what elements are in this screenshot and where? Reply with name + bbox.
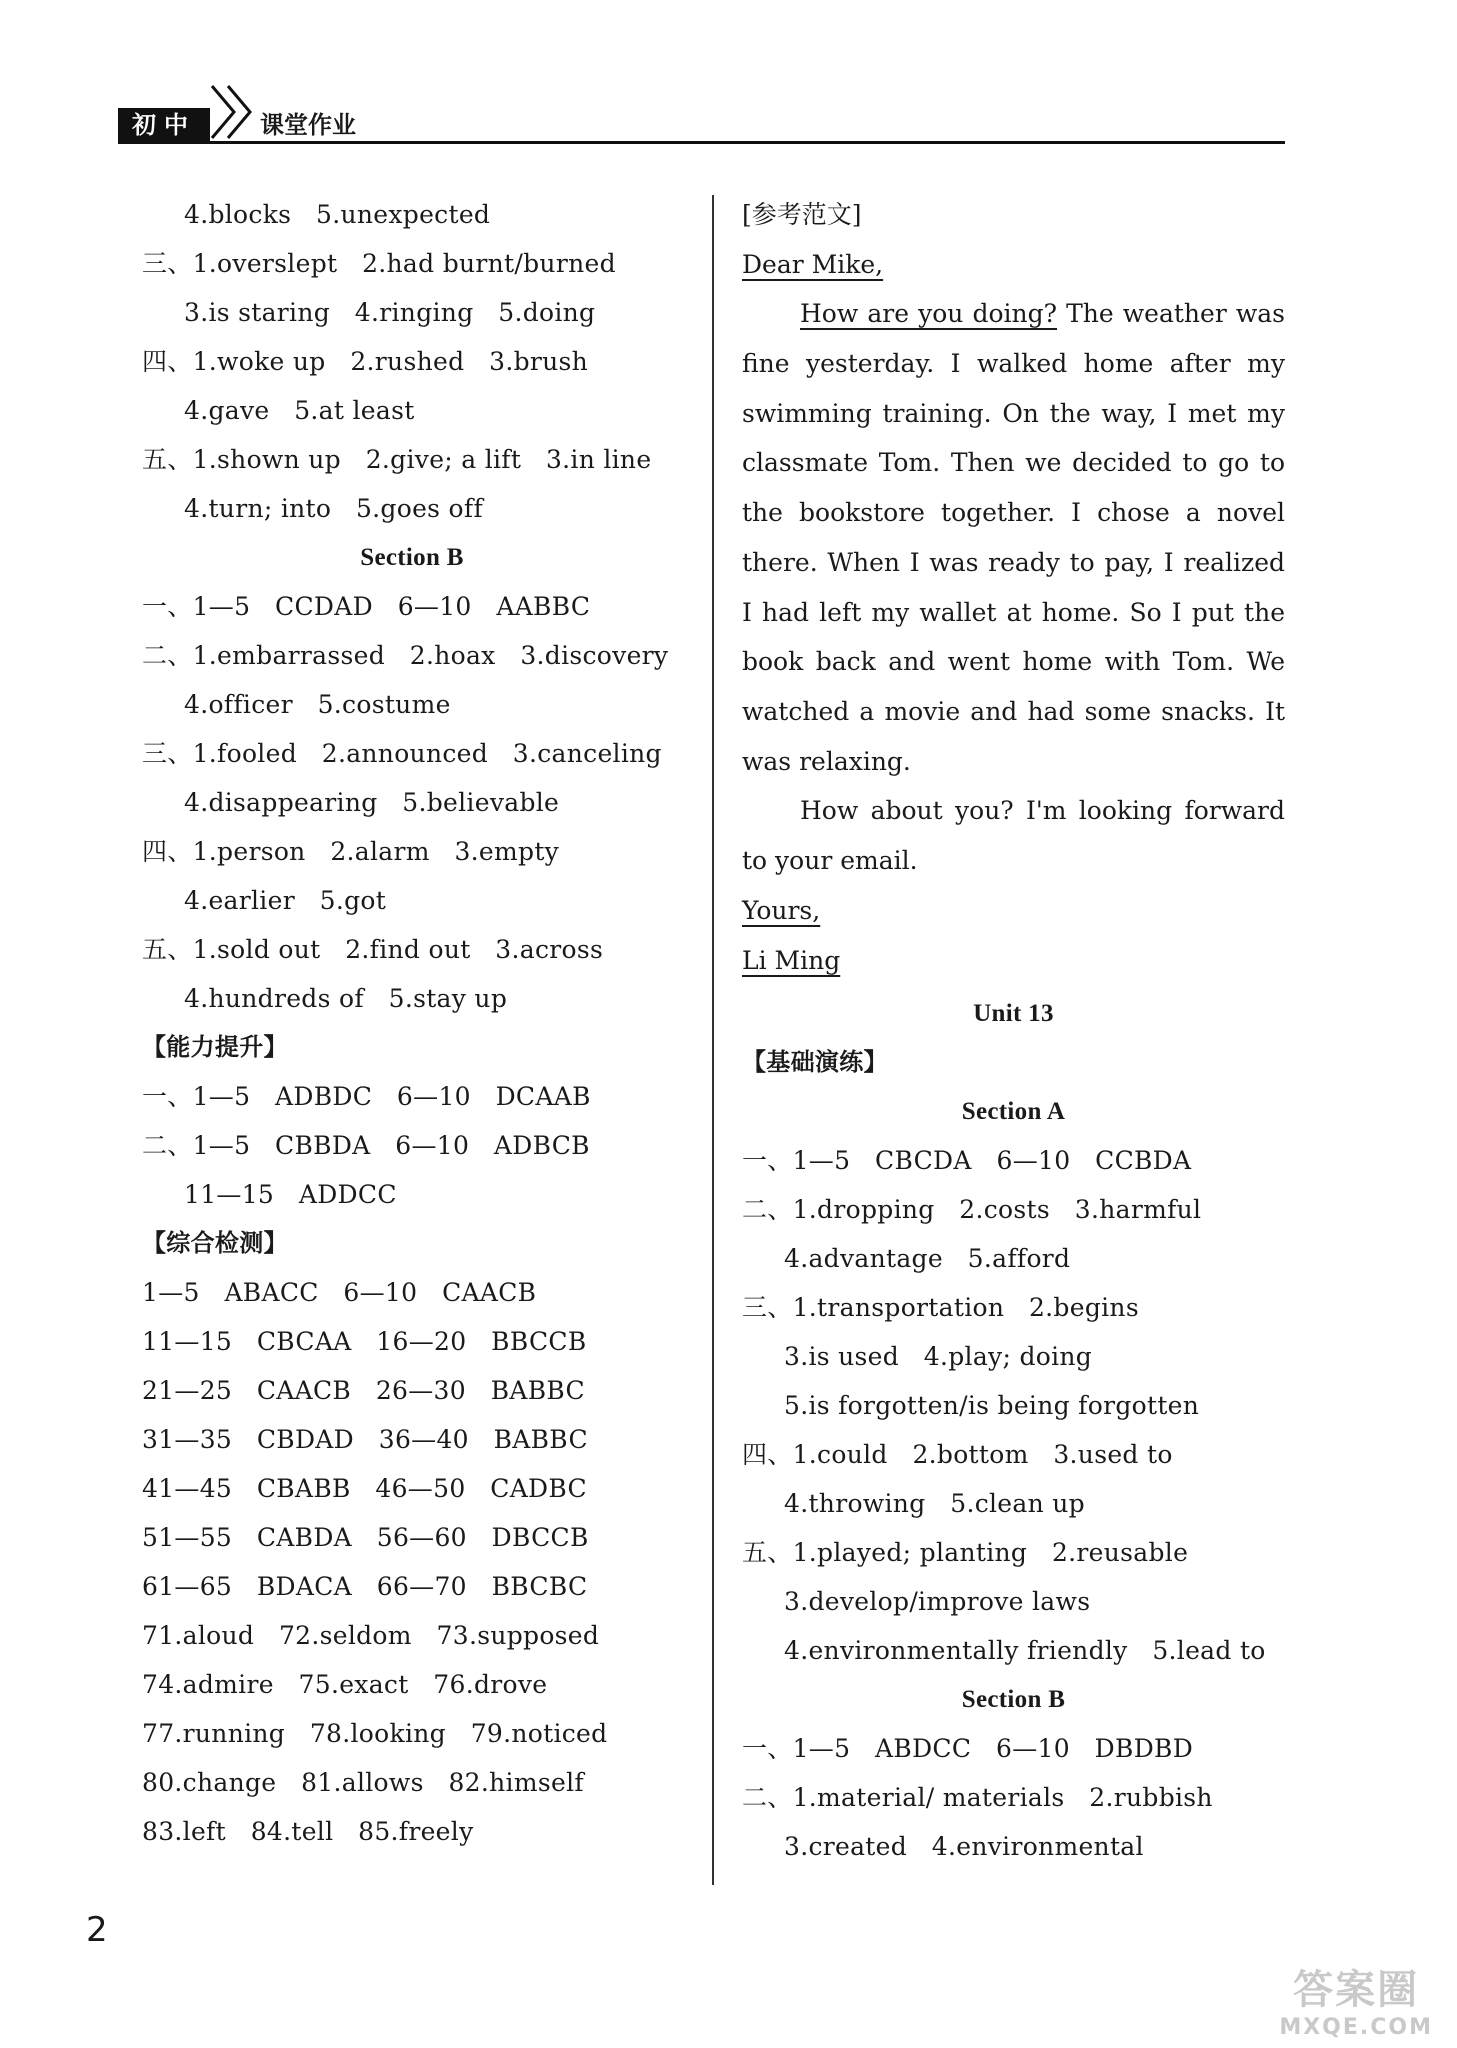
essay-line: was relaxing. bbox=[742, 746, 911, 776]
answer-line: 80.change 81.allows 82.himself bbox=[142, 1768, 584, 1797]
answer-line: 二、1.material/ materials 2.rubbish bbox=[742, 1783, 1213, 1813]
essay-line: fine yesterday. I walked home after my bbox=[742, 349, 1285, 379]
column-divider bbox=[712, 195, 714, 1885]
right-column bbox=[742, 190, 1285, 1871]
essay-greeting: Dear Mike, bbox=[742, 249, 884, 279]
answer-line: 51—55 CABDA 56—60 DBCCB bbox=[142, 1523, 589, 1552]
essay-line: I had left my wallet at home. So I put the bbox=[742, 597, 1285, 627]
answer-line: 71.aloud 72.seldom 73.supposed bbox=[142, 1621, 600, 1650]
essay-line: the bookstore together. I chose a novel bbox=[742, 498, 1285, 528]
essay-signature: Li Ming bbox=[742, 945, 841, 975]
essay-label: [参考范文] bbox=[742, 200, 862, 229]
answer-line: 11—15 ADDCC bbox=[184, 1180, 397, 1209]
answer-line: 4.throwing 5.clean up bbox=[784, 1489, 1085, 1519]
answer-line: 4.environmentally friendly 5.lead to bbox=[784, 1636, 1266, 1666]
answer-line: 4.disappearing 5.believable bbox=[184, 788, 560, 817]
section-heading: Section B bbox=[961, 1686, 1066, 1714]
essay-body bbox=[742, 289, 1285, 885]
book-title: 课堂作业 bbox=[260, 111, 356, 139]
answer-line: 31—35 CBDAD 36—40 BABBC bbox=[142, 1425, 588, 1454]
essay-line: book back and went home with Tom. We bbox=[742, 647, 1285, 677]
answer-line: 4.advantage 5.afford bbox=[784, 1244, 1071, 1274]
answer-line: 41—45 CBABB 46—50 CADBC bbox=[142, 1474, 587, 1503]
answer-line: 3.is staring 4.ringing 5.doing bbox=[184, 298, 596, 327]
watermark bbox=[1279, 1958, 1433, 2040]
answer-line: 四、1.woke up 2.rushed 3.brush bbox=[142, 347, 589, 376]
essay-line: classmate Tom. Then we decided to go to bbox=[742, 448, 1285, 478]
answer-line: 4.earlier 5.got bbox=[184, 886, 387, 915]
answer-line: 一、1—5 CCDAD 6—10 AABBC bbox=[142, 592, 591, 621]
answer-line: 一、1—5 CBCDA 6—10 CCBDA bbox=[742, 1146, 1192, 1176]
answer-line: 61—65 BDACA 66—70 BBCBC bbox=[142, 1572, 588, 1601]
chevron-icon bbox=[206, 78, 262, 142]
answer-line: 一、1—5 ABDCC 6—10 DBDBD bbox=[742, 1734, 1194, 1764]
essay-closing: Yours, bbox=[742, 895, 821, 925]
answer-line: 1—5 ABACC 6—10 CAACB bbox=[142, 1278, 537, 1307]
answer-line: 五、1.sold out 2.find out 3.across bbox=[142, 935, 604, 964]
watermark-title: 答案圈 bbox=[1293, 1967, 1420, 2013]
section-heading: Unit 13 bbox=[973, 1000, 1054, 1028]
page-number: 2 bbox=[86, 1910, 108, 1950]
answer-line: 一、1—5 ADBDC 6—10 DCAAB bbox=[142, 1082, 591, 1111]
essay-line: to your email. bbox=[742, 846, 918, 876]
essay-line: watched a movie and had some snacks. It bbox=[742, 697, 1285, 726]
answer-line: 三、1.overslept 2.had burnt/burned bbox=[142, 249, 616, 278]
answer-line: 77.running 78.looking 79.noticed bbox=[142, 1719, 608, 1748]
answer-line: 4.blocks 5.unexpected bbox=[184, 200, 491, 229]
answer-line: 3.develop/improve laws bbox=[784, 1587, 1091, 1617]
essay-line: there. When I was ready to pay, I realized bbox=[742, 547, 1285, 577]
answer-line: 5.is forgotten/is being forgotten bbox=[784, 1391, 1200, 1421]
essay-line: How about you? I'm looking forward bbox=[800, 796, 1285, 826]
header-rule bbox=[118, 141, 1285, 144]
answer-line: 3.is used 4.play; doing bbox=[784, 1342, 1093, 1372]
answer-line: 四、1.could 2.bottom 3.used to bbox=[742, 1440, 1173, 1470]
answer-line: 21—25 CAACB 26—30 BABBC bbox=[142, 1376, 585, 1405]
section-heading: Section B bbox=[360, 544, 464, 571]
section-heading: Section A bbox=[961, 1098, 1066, 1126]
essay-text: The weather was bbox=[1057, 299, 1285, 329]
answer-line: 五、1.played; planting 2.reusable bbox=[742, 1538, 1189, 1568]
watermark-url: MXQE.COM bbox=[1279, 2015, 1433, 2040]
part-heading: 【能力提升】 bbox=[142, 1033, 288, 1061]
answer-line: 四、1.person 2.alarm 3.empty bbox=[142, 837, 560, 866]
answer-line: 4.gave 5.at least bbox=[184, 396, 415, 425]
answer-line: 二、1.dropping 2.costs 3.harmful bbox=[742, 1195, 1202, 1225]
answer-line: 83.left 84.tell 85.freely bbox=[142, 1817, 474, 1846]
answer-line: 二、1.embarrassed 2.hoax 3.discovery bbox=[142, 641, 669, 670]
answer-line: 三、1.transportation 2.begins bbox=[742, 1293, 1139, 1323]
essay-line: swimming training. On the way, I met my bbox=[742, 398, 1285, 428]
answer-line: 二、1—5 CBBDA 6—10 ADBCB bbox=[142, 1131, 590, 1160]
essay-opening-underlined: How are you doing? bbox=[800, 299, 1058, 329]
essay-line bbox=[742, 289, 1285, 339]
answer-line: 3.created 4.environmental bbox=[784, 1832, 1144, 1862]
answer-line: 4.turn; into 5.goes off bbox=[184, 494, 483, 523]
answer-line: 74.admire 75.exact 76.drove bbox=[142, 1670, 548, 1699]
answer-line: 4.officer 5.costume bbox=[184, 690, 451, 719]
part-heading: 【综合检测】 bbox=[142, 1229, 288, 1257]
page-header bbox=[118, 78, 1285, 144]
grade-badge: 初中 bbox=[118, 108, 210, 142]
answer-line: 三、1.fooled 2.announced 3.canceling bbox=[142, 739, 662, 768]
answer-line: 五、1.shown up 2.give; a lift 3.in line bbox=[142, 445, 652, 474]
answer-list bbox=[742, 989, 1285, 1871]
answer-line: 4.hundreds of 5.stay up bbox=[184, 984, 508, 1013]
part-heading: 【基础演练】 bbox=[742, 1048, 888, 1077]
answer-line: 11—15 CBCAA 16—20 BBCCB bbox=[142, 1327, 587, 1356]
left-column bbox=[142, 190, 682, 1856]
